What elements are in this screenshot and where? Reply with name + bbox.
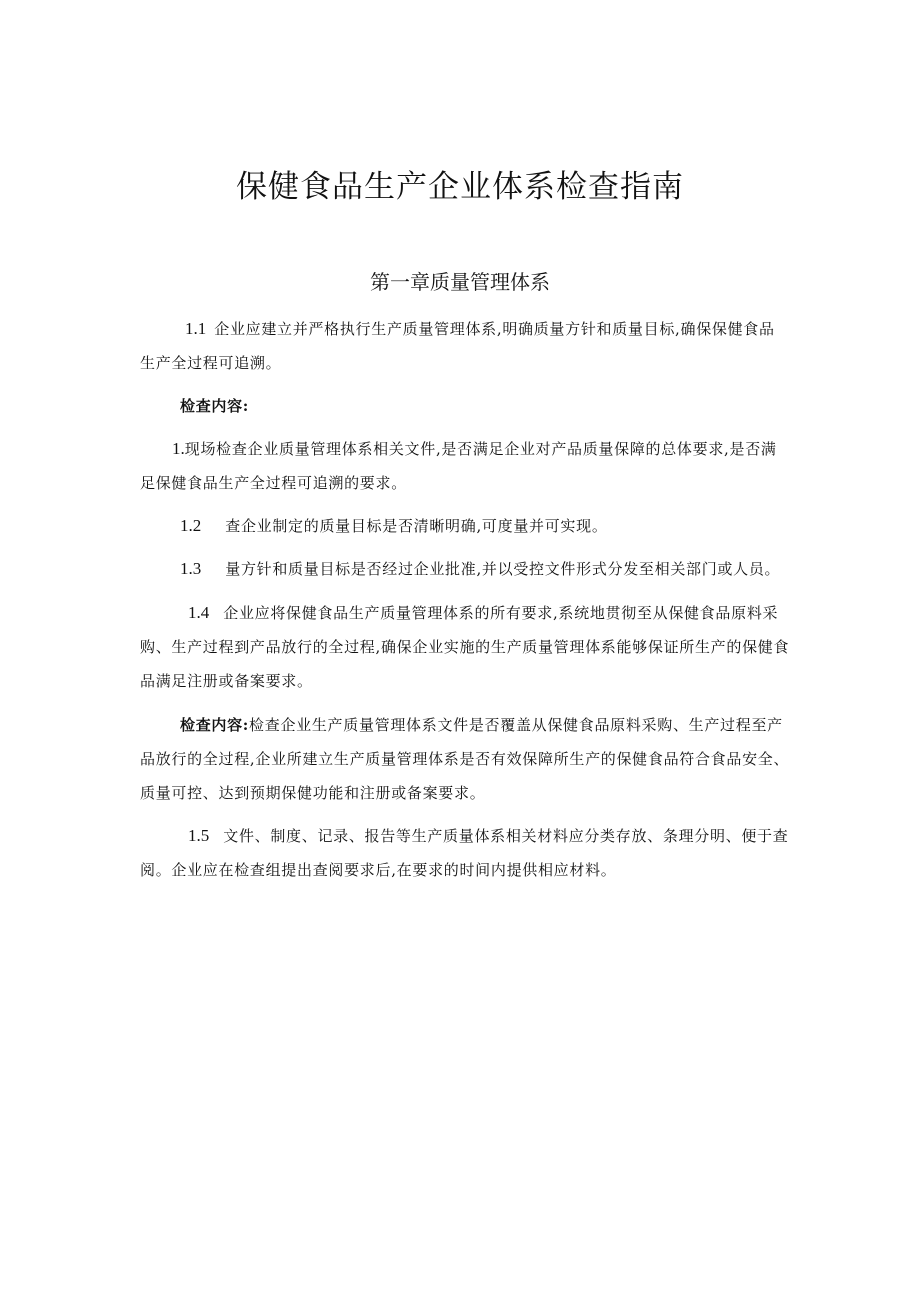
check-content-heading [140,389,790,423]
section-text: 查企业制定的质量目标是否清晰明确,可度量并可实现。 [225,517,608,535]
check-content-label: 检查内容: [180,716,250,734]
section-1-5 [140,819,790,887]
section-1-1 [140,312,790,380]
section-number: 1.1 [185,319,207,338]
check-content-2 [140,708,790,810]
section-number: 1.2 [180,516,202,535]
section-text: 企业应将保健食品生产质量管理体系的所有要求,系统地贯彻至从保健食品原料采购、生产过程到产品放行的全过程,确保企业实施的生产质量管理体系能够保证所生产的保健食品满足注册或备案要求。 [140,604,790,690]
section-text: 企业应建立并严格执行生产质量管理体系,明确质量方针和质量目标,确保保健食品生产全过程可追溯。 [140,320,775,372]
document-title: 保健食品生产企业体系检查指南 [236,169,684,205]
item-text: 现场检查企业质量管理体系相关文件,是否满足企业对产品质量保障的总体要求,是否满足保健食品生产全过程可追溯的要求。 [140,440,777,492]
section-number: 1.3 [180,559,202,578]
check-content-text: 检查企业生产质量管理体系文件是否覆盖从保健食品原料采购、生产过程至产品放行的全过程,企业所建立生产质量管理体系是否有效保障所生产的保健食品符合食品安全、质量可控、达到预期保健功能和注册或备案要求。 [140,716,790,802]
section-1-4 [140,596,790,698]
section-number: 1.4 [188,603,210,622]
section-text: 文件、制度、记录、报告等生产质量体系相关材料应分类存放、条理分明、便于查阅。企业应在检查组提出查阅要求后,在要求的时间内提供相应材料。 [140,827,789,879]
document-body [140,312,790,887]
section-number: 1.5 [188,826,210,845]
section-1-3 [140,552,790,586]
chapter-heading: 第一章质量管理体系 [370,270,550,294]
section-1-2 [140,509,790,543]
section-text: 量方针和质量目标是否经过企业批准,并以受控文件形式分发至相关部门或人员。 [225,560,781,578]
check-content-label: 检查内容: [180,397,250,415]
check-item-1 [140,432,790,500]
item-number: 1. [172,439,185,458]
